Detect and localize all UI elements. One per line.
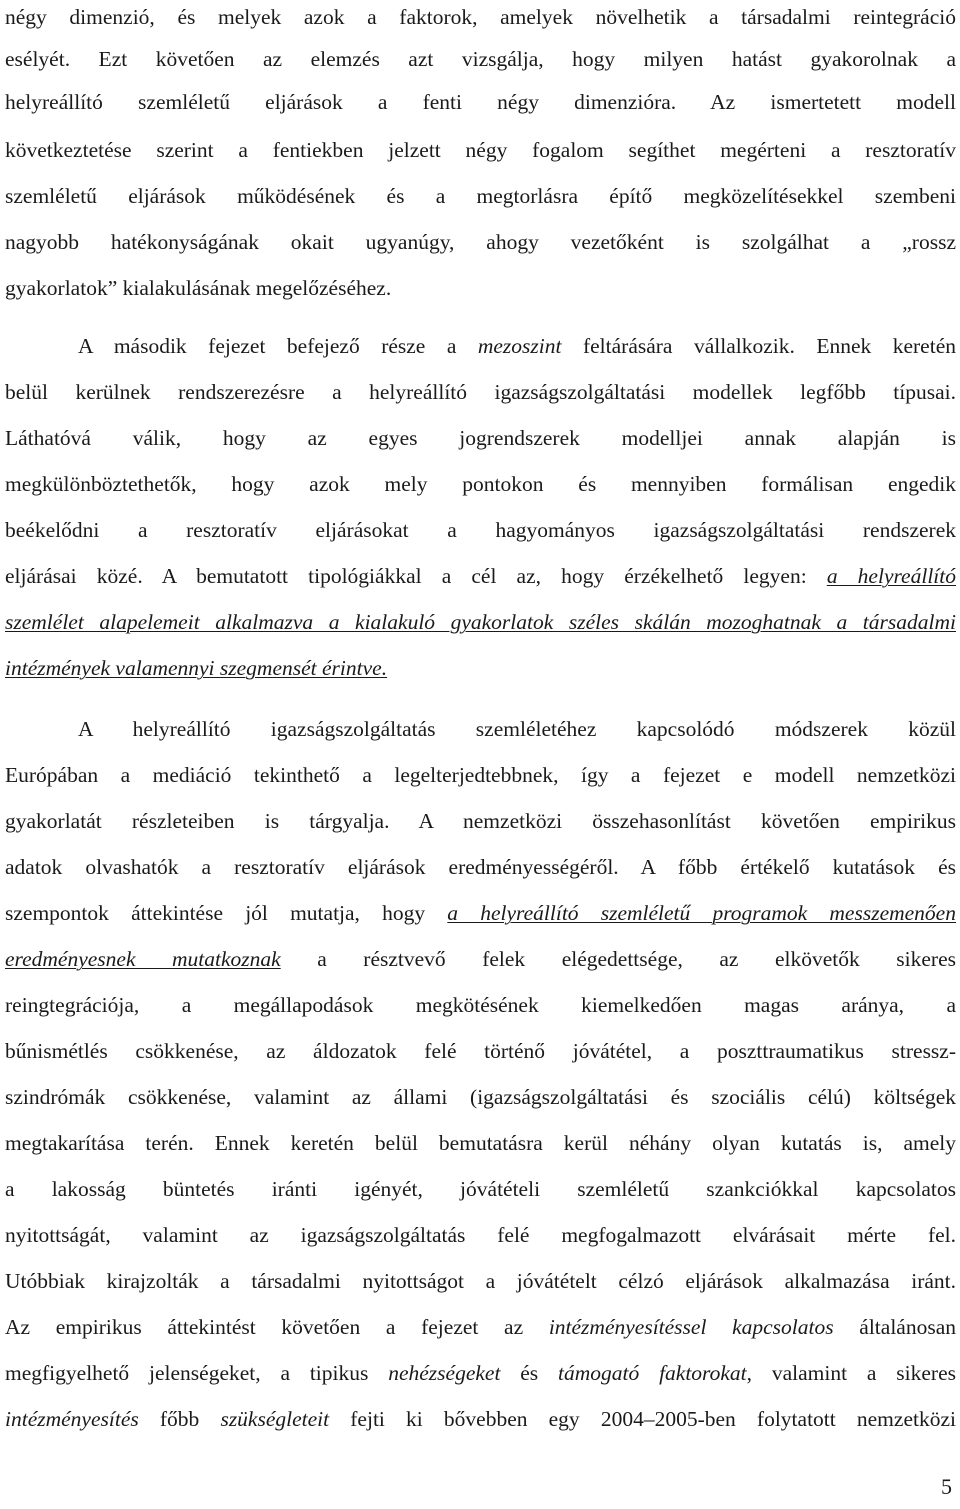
text-line [5, 1028, 956, 1074]
text-line [5, 265, 956, 311]
text-run: feltárására vállalkozik. Ennek keretén [561, 334, 956, 358]
text-line [5, 507, 956, 553]
text-run: következtetése szerint a fentiekben jelzett négy fogalom segíthet megérteni a resztoratív [5, 138, 956, 162]
text-line [5, 1304, 956, 1350]
text-run: Az empirikus áttekintést követően a fejezet az [5, 1315, 549, 1339]
text-run: általánosan [833, 1315, 956, 1339]
text-run: bűnismétlés csökkenése, az áldozatok felé történő jóvátétel, a poszttraumatikus stressz- [5, 1039, 956, 1063]
emphasized-text: intézményesítés [5, 1407, 139, 1431]
text-run: A második fejezet befejező része a [78, 334, 478, 358]
emphasized-text: eredményesnek mutatkoznak [5, 947, 281, 971]
text-run: reingtegrációja, a megállapodások megkötésének kiemelkedően magas aránya, a [5, 993, 956, 1017]
text-line [5, 173, 956, 219]
text-run: belül kerülnek rendszerezésre a helyreállító igazságszolgáltatási modellek legfőbb típusai. [5, 380, 956, 404]
text-line [5, 323, 956, 369]
text-run: a résztvevő felek elégedettsége, az elkövetők sikeres [280, 947, 956, 971]
text-run: szemléletű eljárások működésének és a megtorlásra építő megközelítésekkel szembeni [5, 184, 956, 208]
text-line [5, 706, 956, 752]
emphasized-text: a helyreállító [826, 564, 956, 588]
text-line [5, 219, 956, 265]
page-number: 5 [941, 1474, 952, 1499]
emphasized-text: nehézségeket [388, 1361, 501, 1385]
text-line [5, 798, 956, 844]
text-line [5, 415, 956, 461]
emphasized-text: intézményesítéssel kapcsolatos [548, 1315, 834, 1339]
text-line [5, 79, 956, 125]
text-run: és [500, 1361, 559, 1385]
text-line [5, 461, 956, 507]
text-run: megfigyelhető jelenségeket, a tipikus [5, 1361, 389, 1385]
text-run: nyitottságát, valamint az igazságszolgáltatás felé megfogalmazott elvárásait mérte fel. [5, 1223, 956, 1247]
emphasized-text: szemlélet alapelemeit alkalmazva a kialakuló gyakorlatok széles skálán mozoghatnak a társadalmi [5, 610, 956, 634]
text-run: A helyreállító igazságszolgáltatás szemléletéhez kapcsolódó módszerek közül [78, 717, 956, 741]
emphasized-text: intézmények valamennyi szegmensét érintve. [5, 656, 388, 680]
text-run: Utóbbiak kirajzolták a társadalmi nyitottságot a jóvátételt célzó eljárások alkalmazása iránt. [5, 1269, 956, 1293]
text-run: négy dimenzió, és melyek azok a faktorok, amelyek növelhetik a társadalmi reintegráció [5, 5, 956, 29]
text-run: , valamint a sikeres [746, 1361, 956, 1385]
text-line [5, 752, 956, 798]
text-line [5, 1120, 956, 1166]
text-line [5, 553, 956, 599]
text-run: megkülönböztethetők, hogy azok mely pontokon és mennyiben formálisan engedik [5, 472, 956, 496]
text-run: szindrómák csökkenése, valamint az állami (igazságszolgáltatási és szociális célú) költségek [5, 1085, 956, 1109]
text-run: eljárásai közé. A bemutatott tipológiákkal a cél az, hogy érzékelhető legyen: [5, 564, 827, 588]
emphasized-text: támogató faktorokat [558, 1361, 747, 1385]
text-run: beékelődni a resztoratív eljárásokat a hagyományos igazságszolgáltatási rendszerek [5, 518, 956, 542]
text-line [5, 1396, 956, 1442]
text-line [5, 599, 956, 645]
text-run: gyakorlatok” kialakulásának megelőzéséhez. [5, 276, 392, 300]
text-line [5, 645, 956, 691]
text-line [5, 1074, 956, 1120]
text-run: főbb [138, 1407, 221, 1431]
text-run: fejti ki bővebben egy 2004–2005-ben folytatott nemzetközi [329, 1407, 956, 1431]
emphasized-text: mezoszint [477, 334, 562, 358]
text-run: Láthatóvá válik, hogy az egyes jogrendszerek modelljei annak alapján is [5, 426, 956, 450]
text-line [5, 844, 956, 890]
text-line [5, 936, 956, 982]
emphasized-text: a helyreállító szemléletű programok messzemenően [447, 901, 956, 925]
text-line [5, 0, 956, 40]
text-run: szempontok áttekintése jól mutatja, hogy [5, 901, 448, 925]
text-line [5, 36, 956, 82]
text-line [5, 1166, 956, 1212]
text-line [5, 890, 956, 936]
emphasized-text: szükségleteit [220, 1407, 330, 1431]
text-line [5, 1258, 956, 1304]
text-run: megtakarítása terén. Ennek keretén belül bemutatásra kerül néhány olyan kutatás is, amely [5, 1131, 956, 1155]
text-run: esélyét. Ezt követően az elemzés azt vizsgálja, hogy milyen hatást gyakorolnak a [5, 47, 956, 71]
text-run: Európában a mediáció tekinthető a legelterjedtebbnek, így a fejezet e modell nemzetközi [5, 763, 956, 787]
text-run: nagyobb hatékonyságának okait ugyanúgy, ahogy vezetőként is szolgálhat a „rossz [5, 230, 956, 254]
text-run: adatok olvashatók a resztoratív eljárások eredményességéről. A főbb értékelő kutatások és [5, 855, 956, 879]
text-line [5, 127, 956, 173]
text-run: gyakorlatát részleteiben is tárgyalja. A nemzetközi összehasonlítást követően empirikus [5, 809, 956, 833]
text-line [5, 369, 956, 415]
text-run: a lakosság büntetés iránti igényét, jóvátételi szemléletű szankciókkal kapcsolatos [5, 1177, 956, 1201]
text-line [5, 982, 956, 1028]
text-line [5, 1212, 956, 1258]
text-run: helyreállító szemléletű eljárások a fenti négy dimenzióra. Az ismertetett modell [5, 90, 956, 114]
text-line [5, 1350, 956, 1396]
